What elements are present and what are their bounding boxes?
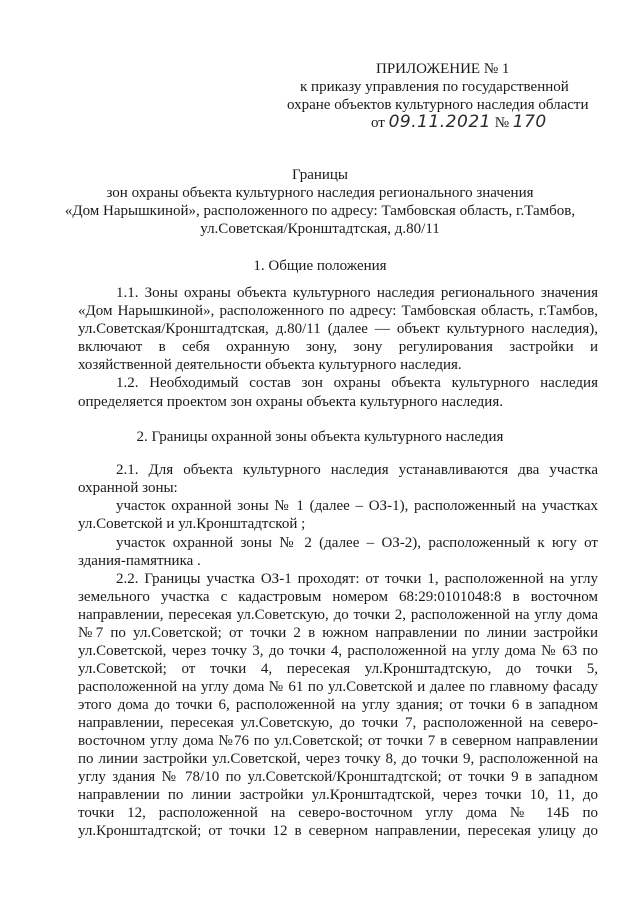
section-1-1-line-1: 1.1. Зоны охраны объекта культурного наследия регионального значения: [116, 285, 598, 301]
heading-line-1: зон охраны объекта культурного наследия регионального значения: [106, 185, 534, 201]
section-2-2-line-5: ул.Советской, через точку 3, до точки 4, расположенной на углу дома № 63 по: [78, 643, 598, 659]
section-2-2-line-8: этого дома до точки 6, расположенной на углу здания; от точки 6 в западном: [78, 697, 598, 713]
heading-line-3: ул.Советская/Кронштадтская, д.80/11: [200, 221, 440, 237]
section-2-2-line-6: ул.Советской; от точки 4, пересекая ул.Кронштадтскую, до точки 5,: [78, 661, 598, 677]
zone-1-line-2: ул.Советской и ул.Кронштадтской ;: [78, 516, 306, 532]
appendix-date-line: [371, 113, 547, 132]
section-2-1-line-1: 2.1. Для объекта культурного наследия устанавливаются два участка: [116, 462, 598, 478]
section-2-2-line-11: по линии застройки ул.Советской, через точку 8, до точки 9, расположенной на: [78, 751, 598, 767]
section-2-2-line-14: точки 12, расположенной на северо-восточном углу дома № 14Б по: [78, 805, 598, 821]
section-2-2-line-10: восточном углу дома №76 по ул.Советской; от точки 7 в северном направлении: [78, 733, 598, 749]
appendix-title: ПРИЛОЖЕНИЕ № 1: [376, 61, 510, 77]
handwritten-date: 09.11.2021: [388, 112, 491, 132]
section-1-1-line-5: хозяйственной деятельности объекта культурного наследия.: [78, 357, 462, 373]
section-2-2-line-13: направлении по линии застройки ул.Кронштадтской, через точки 10, 11, до: [78, 787, 598, 803]
number-prefix: №: [494, 115, 510, 131]
handwritten-number: 170: [512, 112, 547, 132]
section-2-2-line-9: направлении, пересекая ул.Советскую, до точки 7, расположенной на северо-: [78, 715, 598, 731]
section-1-2-line-2: определяется проектом зон охраны объекта культурного наследия.: [78, 394, 503, 410]
section-1-1-line-4: включают в себя охранную зону, зону регулирования застройки и: [78, 339, 598, 355]
section-1-2-line-1: 1.2. Необходимый состав зон охраны объекта культурного наследия: [116, 375, 598, 391]
zone-2-line-1: участок охранной зоны № 2 (далее – ОЗ-2), расположенный к югу от: [116, 535, 598, 551]
section-2-2-line-2: земельного участка с кадастровым номером 68:29:0101048:8 в восточном: [78, 589, 598, 605]
section-2-1-line-2: охранной зоны:: [78, 480, 178, 496]
zone-2-line-2: здания-памятника .: [78, 553, 201, 569]
section-2-title: 2. Границы охранной зоны объекта культурного наследия: [136, 429, 504, 445]
section-2-2-line-1: 2.2. Границы участка ОЗ-1 проходят: от точки 1, расположенной на углу: [116, 571, 598, 587]
date-prefix: от: [371, 115, 385, 131]
appendix-line-1: к приказу управления по государственной: [300, 79, 569, 95]
section-2-2-line-7: расположенной на углу дома № 61 по ул.Советской и далее по главному фасаду: [78, 679, 598, 695]
section-1-1-line-3: ул.Советская/Кронштадтская, д.80/11 (далее — объект культурного наследия),: [78, 321, 598, 337]
section-1-title: 1. Общие положения: [253, 258, 387, 274]
heading-line-2: «Дом Нарышкиной», расположенного по адресу: Тамбовская область, г.Тамбов,: [64, 203, 576, 219]
appendix-line-2: охране объектов культурного наследия области: [287, 97, 589, 113]
section-2-2-line-3: направлении, пересекая ул.Советскую, до точки 2, расположенной на углу дома: [78, 607, 598, 623]
zone-1-line-1: участок охранной зоны № 1 (далее – ОЗ-1), расположенный на участках: [116, 498, 598, 514]
heading-title: Границы: [291, 167, 349, 183]
section-2-2-line-12: углу здания № 78/10 по ул.Советской/Кронштадтской; от точки 9 в западном: [78, 769, 598, 785]
section-2-2-line-4: №7 по ул.Советской; от точки 2 в южном направлении по линии застройки: [78, 625, 598, 641]
section-1-1-line-2: «Дом Нарышкиной», расположенного по адресу: Тамбовская область, г.Тамбов,: [78, 303, 598, 319]
section-2-2-line-15: ул.Кронштадтской; от точки 12 в северном направлении, пересекая улицу до: [78, 823, 598, 839]
